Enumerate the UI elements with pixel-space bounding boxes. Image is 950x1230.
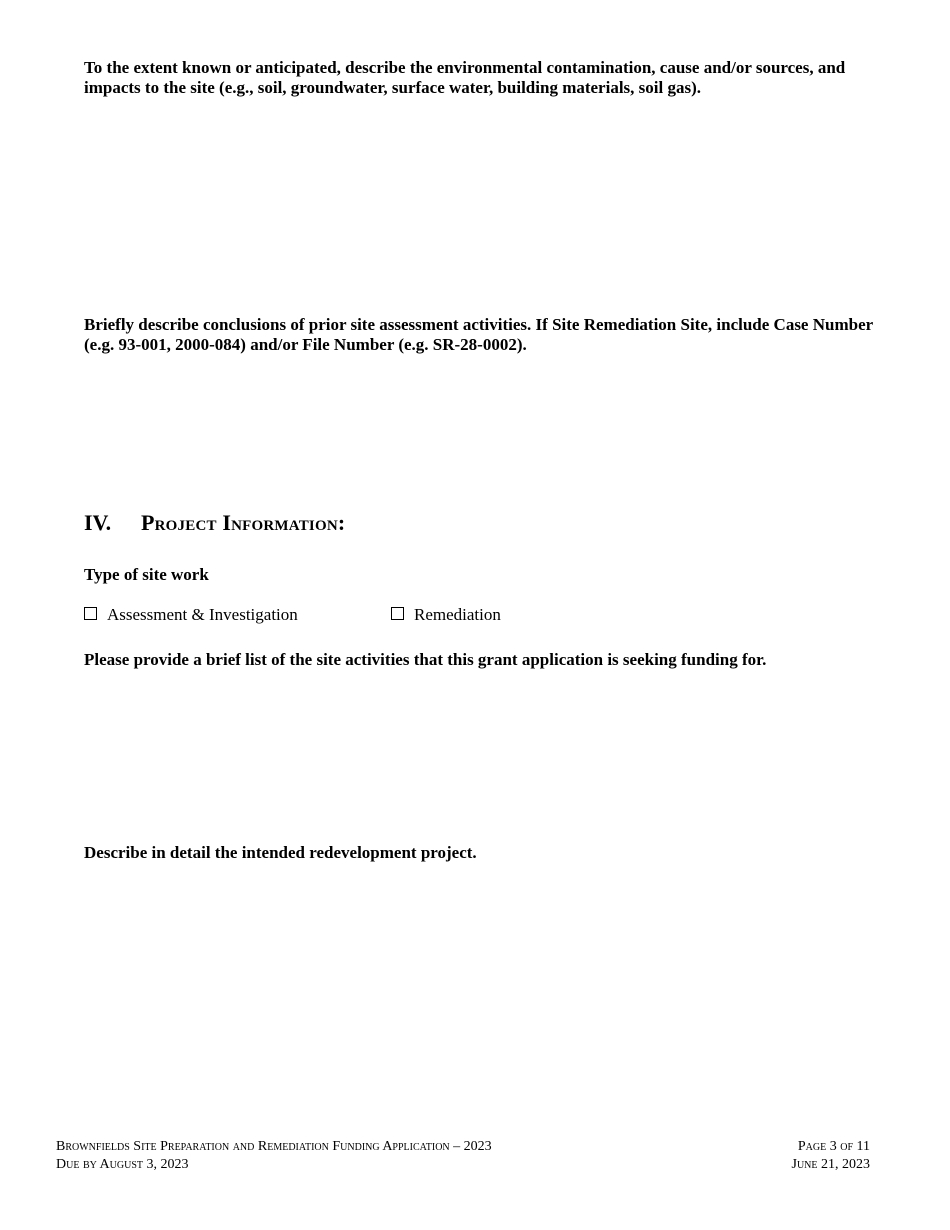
option-label: Remediation xyxy=(414,605,501,624)
question-redevelopment: Describe in detail the intended redevelopment project. xyxy=(84,843,477,862)
section-title: Project Information: xyxy=(141,510,346,535)
option-assessment-investigation[interactable] xyxy=(84,604,298,626)
page-footer xyxy=(56,1138,870,1174)
question-site-activities: Please provide a brief list of the site activities that this grant application is seeking funding for. xyxy=(84,650,767,669)
option-remediation[interactable] xyxy=(391,604,501,626)
checkbox-remediation[interactable] xyxy=(391,607,404,620)
checkbox-assessment-investigation[interactable] xyxy=(84,607,97,620)
footer-doc-title: Brownfields Site Preparation and Remediation Funding Application – 2023 xyxy=(56,1139,492,1154)
footer-page-number: Page 3 of 11 xyxy=(797,1139,870,1154)
footer-revision-date: June 21, 2023 xyxy=(791,1157,870,1172)
option-label: Assessment & Investigation xyxy=(107,605,298,624)
footer-due-date: Due by August 3, 2023 xyxy=(56,1157,189,1172)
site-work-label: Type of site work xyxy=(84,565,209,584)
section-number: IV. xyxy=(84,510,112,535)
section-heading xyxy=(84,509,345,537)
question-contamination: To the extent known or anticipated, describe the environmental contamination, cause and/or sources, and impacts to the site (e.g., soil, groundwater, surface water, building materials, soil gas). xyxy=(84,58,846,97)
question-prior-assessment: Briefly describe conclusions of prior site assessment activities. If Site Remediation Site, include Case Number (e.g. 93-001, 2000-084) and/or File Number (e.g. SR-28-0002). xyxy=(84,315,873,354)
